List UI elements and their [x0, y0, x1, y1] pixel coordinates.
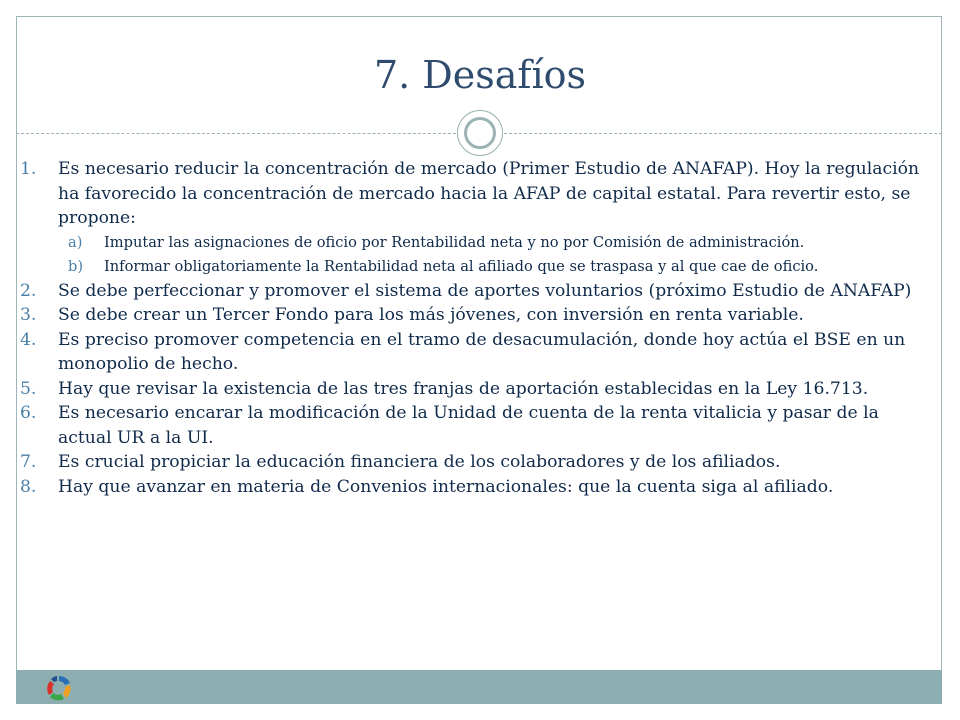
- list-item: [20, 157, 920, 231]
- list-number: 8.: [20, 476, 37, 497]
- title-divider-left: [16, 133, 456, 134]
- list-text: Hay que avanzar en materia de Convenios internacionales: que la cuenta siga al afiliado.: [58, 476, 834, 497]
- sub-list-text: Imputar las asignaciones de oficio por Rentabilidad neta y no por Comisión de administración.: [104, 233, 805, 251]
- list-item: [20, 475, 920, 500]
- sub-list-text: Informar obligatoriamente la Rentabilidad neta al afiliado que se traspasa y al que cae de oficio.: [104, 257, 819, 275]
- list-number: 4.: [20, 329, 37, 350]
- list-number: 3.: [20, 305, 37, 325]
- list-number: 7.: [20, 452, 37, 472]
- sub-list-letter: a): [68, 233, 83, 251]
- list-text: Es crucial propiciar la educación financiera de los colaboradores y de los afiliados.: [58, 452, 781, 472]
- challenges-list: [20, 157, 920, 499]
- list-item: [20, 279, 920, 304]
- list-item: [20, 328, 920, 377]
- footer-bar: [16, 670, 942, 704]
- list-text: Se debe crear un Tercer Fondo para los más jóvenes, con inversión en renta variable.: [58, 305, 804, 325]
- list-number: 2.: [20, 280, 37, 301]
- list-text: Es necesario encarar la modificación de la Unidad de cuenta de la renta vitalicia y pasar de la actual UR a la UI.: [58, 403, 879, 448]
- list-item: [20, 401, 920, 450]
- page-title: 7. Desafíos: [373, 53, 587, 97]
- list-text: Se debe perfeccionar y promover el sistema de aportes voluntarios (próximo Estudio de ANAFAP): [58, 280, 912, 301]
- list-text: Es preciso promover competencia en el tramo de desacumulación, donde hoy actúa el BSE en un monopolio de hecho.: [58, 329, 906, 374]
- sub-list-item: [20, 255, 920, 279]
- list-number: 6.: [20, 403, 37, 423]
- list-item: [20, 450, 920, 475]
- title-divider-right: [504, 133, 942, 134]
- ring-ornament-icon: [457, 110, 503, 156]
- list-item: [20, 303, 920, 328]
- list-text: Hay que revisar la existencia de las tres franjas de aportación establecidas en la Ley 16.713.: [58, 378, 869, 399]
- sub-list-item: [20, 231, 920, 255]
- organization-logo-icon: [44, 673, 74, 703]
- list-text: Es necesario reducir la concentración de mercado (Primer Estudio de ANAFAP). Hoy la regulación ha favorecido la concentración de mercado hacia la AFAP de capital estatal. Para revertir esto, se propone:: [58, 159, 920, 228]
- list-number: 5.: [20, 378, 37, 399]
- list-number: 1.: [20, 159, 37, 179]
- list-item: [20, 377, 920, 402]
- sub-list-letter: b): [68, 257, 84, 275]
